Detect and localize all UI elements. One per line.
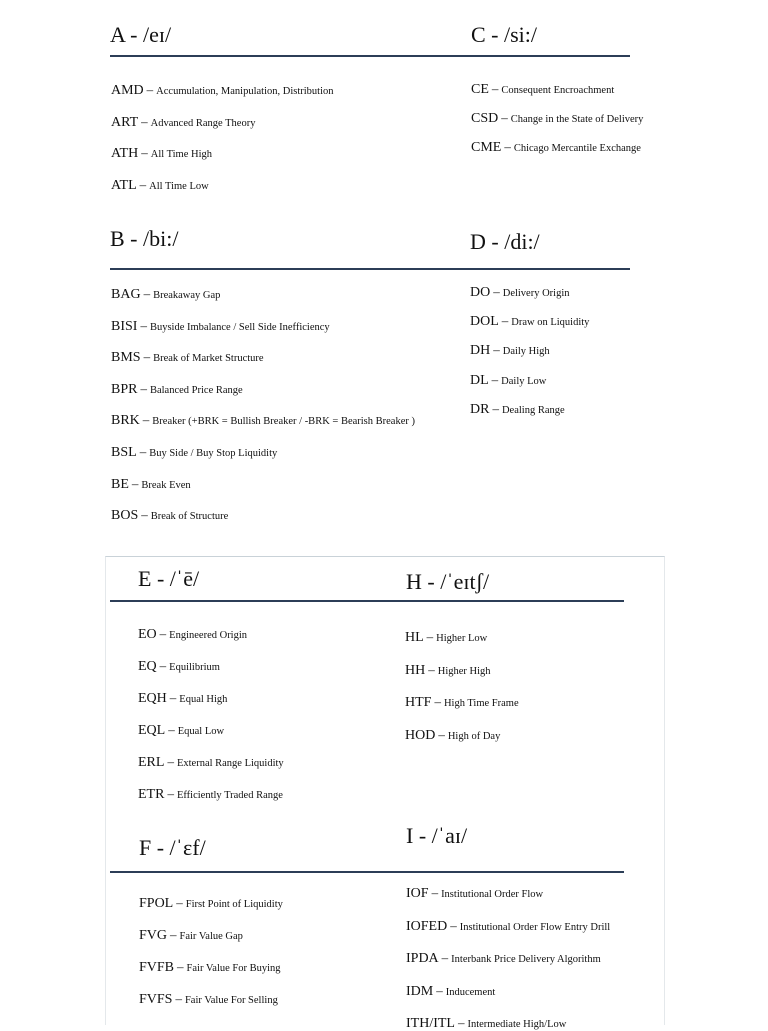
entry-abbreviation: BAG: [111, 287, 141, 302]
entry-abbreviation: ITH/ITL: [406, 1016, 455, 1031]
entry-definition: All Time High: [150, 149, 213, 160]
entry-definition: Interbank Price Delivery Algorithm: [451, 954, 601, 965]
entry-definition: Institutional Order Flow: [441, 889, 544, 900]
entry-abbreviation: BISI: [111, 318, 138, 334]
entry-abbreviation: BRK: [111, 413, 140, 429]
entry-abbreviation: EO: [138, 627, 157, 642]
entry-separator-dash: –: [177, 959, 184, 974]
entry-separator-dash: –: [428, 661, 435, 677]
section-heading-b: B - /bi:/: [110, 226, 179, 251]
glossary-entry: [111, 114, 255, 130]
entry-definition: Daily High: [502, 346, 550, 358]
entry-definition: High Time Frame: [443, 698, 519, 709]
glossary-entry: [138, 754, 284, 770]
entry-abbreviation: DR: [470, 401, 490, 417]
glossary-entry: [111, 444, 277, 460]
glossary-entry: [139, 927, 243, 943]
entry-definition: Accumulation, Manipulation, Distribution: [156, 86, 334, 97]
entry-abbreviation: HH: [405, 662, 426, 678]
glossary-entry: [139, 959, 281, 975]
entry-separator-dash: –: [159, 626, 167, 641]
entry-definition: Balanced Price Range: [149, 384, 243, 396]
glossary-entry: [471, 110, 643, 126]
entry-separator-dash: –: [491, 371, 499, 387]
entry-abbreviation: ATL: [111, 177, 137, 193]
entry-separator-dash: –: [501, 110, 508, 125]
entry-separator-dash: –: [131, 475, 139, 491]
glossary-entry: [139, 991, 278, 1007]
entry-definition: First Point of Liquidity: [185, 899, 283, 910]
glossary-entry: [111, 82, 333, 98]
entry-definition: Break Even: [141, 479, 191, 491]
glossary-entry: [470, 401, 565, 417]
entry-abbreviation: ETR: [138, 787, 165, 802]
glossary-entry: [111, 318, 330, 334]
entry-definition: Fair Value For Buying: [186, 963, 281, 974]
entry-separator-dash: –: [493, 284, 500, 299]
entry-abbreviation: ATH: [111, 146, 139, 161]
entry-definition: Equal High: [179, 694, 228, 705]
entry-definition: Equilibrium: [169, 662, 220, 673]
entry-definition: Delivery Origin: [502, 288, 570, 299]
entry-separator-dash: –: [438, 726, 445, 742]
entry-definition: Engineered Origin: [169, 630, 248, 641]
entry-abbreviation: BPR: [111, 381, 138, 397]
entry-separator-dash: –: [493, 342, 500, 358]
section-divider-b: [110, 268, 630, 270]
entry-separator-dash: –: [139, 444, 147, 459]
entry-abbreviation: DOL: [470, 314, 499, 330]
entry-separator-dash: –: [457, 1015, 465, 1030]
glossary-entry: [139, 895, 283, 911]
glossary-entry: [406, 918, 610, 934]
entry-abbreviation: IPDA: [406, 951, 439, 966]
glossary-entry: [111, 476, 191, 492]
glossary-entry: [406, 885, 543, 901]
section-divider-a: [110, 55, 630, 57]
entry-definition: High of Day: [447, 730, 501, 742]
entry-separator-dash: –: [143, 349, 151, 365]
entry-definition: Draw on Liquidity: [511, 317, 590, 329]
entry-separator-dash: –: [146, 82, 154, 97]
entry-definition: Fair Value Gap: [179, 931, 243, 942]
entry-definition: External Range Liquidity: [176, 758, 284, 769]
entry-abbreviation: BSL: [111, 445, 137, 460]
entry-separator-dash: –: [143, 286, 151, 301]
section-heading-d: D - /di:/: [470, 229, 540, 254]
glossary-entry: [111, 145, 212, 161]
glossary-entry: [111, 349, 264, 365]
section-heading-a: A - /eɪ/: [110, 22, 172, 47]
entry-definition: Consequent Encroachment: [501, 85, 615, 96]
glossary-entry: [138, 722, 224, 738]
entry-abbreviation: HTF: [405, 695, 432, 710]
entry-definition: Chicago Mercantile Exchange: [513, 143, 641, 154]
entry-definition: Inducement: [445, 986, 496, 998]
entry-definition: Change in the State of Delivery: [510, 114, 644, 125]
glossary-entry: [470, 342, 550, 358]
entry-separator-dash: –: [491, 81, 499, 96]
entry-definition: Higher High: [437, 665, 491, 677]
entry-separator-dash: –: [175, 991, 182, 1006]
glossary-entry: [405, 662, 491, 678]
entry-definition: Break of Structure: [150, 511, 229, 523]
entry-separator-dash: –: [140, 380, 147, 396]
entry-separator-dash: –: [431, 885, 439, 900]
entry-separator-dash: –: [501, 313, 509, 329]
entry-separator-dash: –: [167, 754, 174, 769]
entry-abbreviation: IOF: [406, 886, 429, 901]
entry-separator-dash: –: [141, 507, 148, 523]
glossary-entry: [406, 950, 601, 966]
entry-separator-dash: –: [141, 113, 148, 129]
entry-definition: Advanced Range Theory: [150, 117, 256, 129]
entry-separator-dash: –: [139, 176, 147, 192]
entry-definition: Intermediate High/Low: [467, 1019, 567, 1030]
entry-abbreviation: IDM: [406, 983, 434, 999]
entry-abbreviation: EQH: [138, 691, 167, 706]
entry-separator-dash: –: [176, 895, 183, 910]
entry-separator-dash: –: [170, 927, 177, 942]
entry-abbreviation: CME: [471, 140, 502, 155]
entry-abbreviation: ERL: [138, 755, 165, 770]
entry-definition: Daily Low: [501, 375, 547, 387]
entry-separator-dash: –: [450, 917, 457, 933]
entry-separator-dash: –: [167, 786, 174, 801]
entry-abbreviation: DH: [470, 343, 491, 359]
glossary-entry: [406, 983, 495, 999]
glossary-entry: [111, 381, 243, 397]
entry-definition: Institutional Order Flow Entry Drill: [459, 921, 611, 933]
entry-abbreviation: HOD: [405, 727, 436, 743]
entry-definition: All Time Low: [149, 180, 209, 192]
entry-abbreviation: EQ: [138, 659, 157, 674]
entry-separator-dash: –: [492, 400, 499, 416]
entry-separator-dash: –: [142, 412, 150, 428]
section-divider-e: [110, 600, 624, 602]
entry-separator-dash: –: [159, 658, 167, 673]
glossary-entry: [405, 694, 519, 710]
entry-abbreviation: HL: [405, 630, 424, 645]
section-heading-e: E - /ˈē/: [138, 566, 200, 591]
entry-separator-dash: –: [434, 694, 441, 709]
entry-abbreviation: FVFB: [139, 960, 175, 975]
glossary-entry: [405, 727, 500, 743]
entry-abbreviation: FVG: [139, 928, 168, 943]
entry-separator-dash: –: [441, 950, 449, 965]
section-heading-f: F - /ˈɛf/: [139, 835, 206, 860]
glossary-entry: [111, 177, 209, 193]
glossary-entry: [138, 626, 247, 642]
entry-separator-dash: –: [426, 629, 434, 644]
entry-abbreviation: IOFED: [406, 918, 448, 934]
entry-separator-dash: –: [168, 722, 175, 737]
entry-definition: Higher Low: [436, 633, 488, 644]
glossary-entry: [406, 1015, 566, 1031]
section-heading-c: C - /si:/: [471, 22, 538, 47]
glossary-entry: [470, 284, 570, 300]
entry-definition: Breaker (+BRK = Bullish Breaker / -BRK = Bearish Breaker ): [152, 416, 415, 428]
entry-definition: Efficiently Traded Range: [176, 790, 283, 801]
entry-abbreviation: CSD: [471, 111, 499, 126]
entry-abbreviation: AMD: [111, 83, 144, 98]
entry-separator-dash: –: [169, 690, 177, 705]
entry-abbreviation: BOS: [111, 508, 139, 524]
entry-abbreviation: EQL: [138, 723, 166, 738]
glossary-entry: [138, 658, 220, 674]
glossary-entry: [470, 313, 589, 329]
entry-abbreviation: BE: [111, 476, 129, 492]
glossary-entry: [471, 139, 641, 155]
entry-definition: Buy Side / Buy Stop Liquidity: [149, 448, 278, 459]
glossary-entry: [111, 286, 220, 302]
entry-abbreviation: DO: [470, 285, 491, 300]
entry-abbreviation: BMS: [111, 350, 141, 366]
entry-abbreviation: FVFS: [139, 992, 173, 1007]
glossary-entry: [111, 507, 228, 523]
section-divider-f: [110, 871, 624, 873]
entry-definition: Equal Low: [177, 726, 225, 737]
entry-abbreviation: ART: [111, 114, 139, 130]
entry-separator-dash: –: [504, 139, 511, 154]
entry-abbreviation: DL: [470, 372, 489, 388]
glossary-entry: [471, 81, 614, 97]
entry-definition: Fair Value For Selling: [184, 995, 278, 1006]
section-heading-i: I - /ˈaɪ/: [406, 823, 468, 848]
entry-definition: Break of Market Structure: [153, 353, 264, 365]
glossary-entry: [470, 372, 546, 388]
entry-definition: Breakaway Gap: [153, 290, 221, 301]
entry-definition: Dealing Range: [501, 404, 565, 416]
entry-separator-dash: –: [141, 145, 148, 160]
entry-separator-dash: –: [140, 317, 147, 333]
entry-definition: Buyside Imbalance / Sell Side Inefficiency: [149, 321, 330, 333]
glossary-entry: [138, 786, 283, 802]
entry-separator-dash: –: [436, 982, 443, 998]
glossary-entry: [138, 690, 227, 706]
section-heading-h: H - /ˈeɪtʃ/: [406, 569, 490, 594]
entry-abbreviation: CE: [471, 82, 489, 97]
entry-abbreviation: FPOL: [139, 896, 174, 911]
glossary-entry: [405, 629, 487, 645]
glossary-entry: [111, 412, 415, 428]
